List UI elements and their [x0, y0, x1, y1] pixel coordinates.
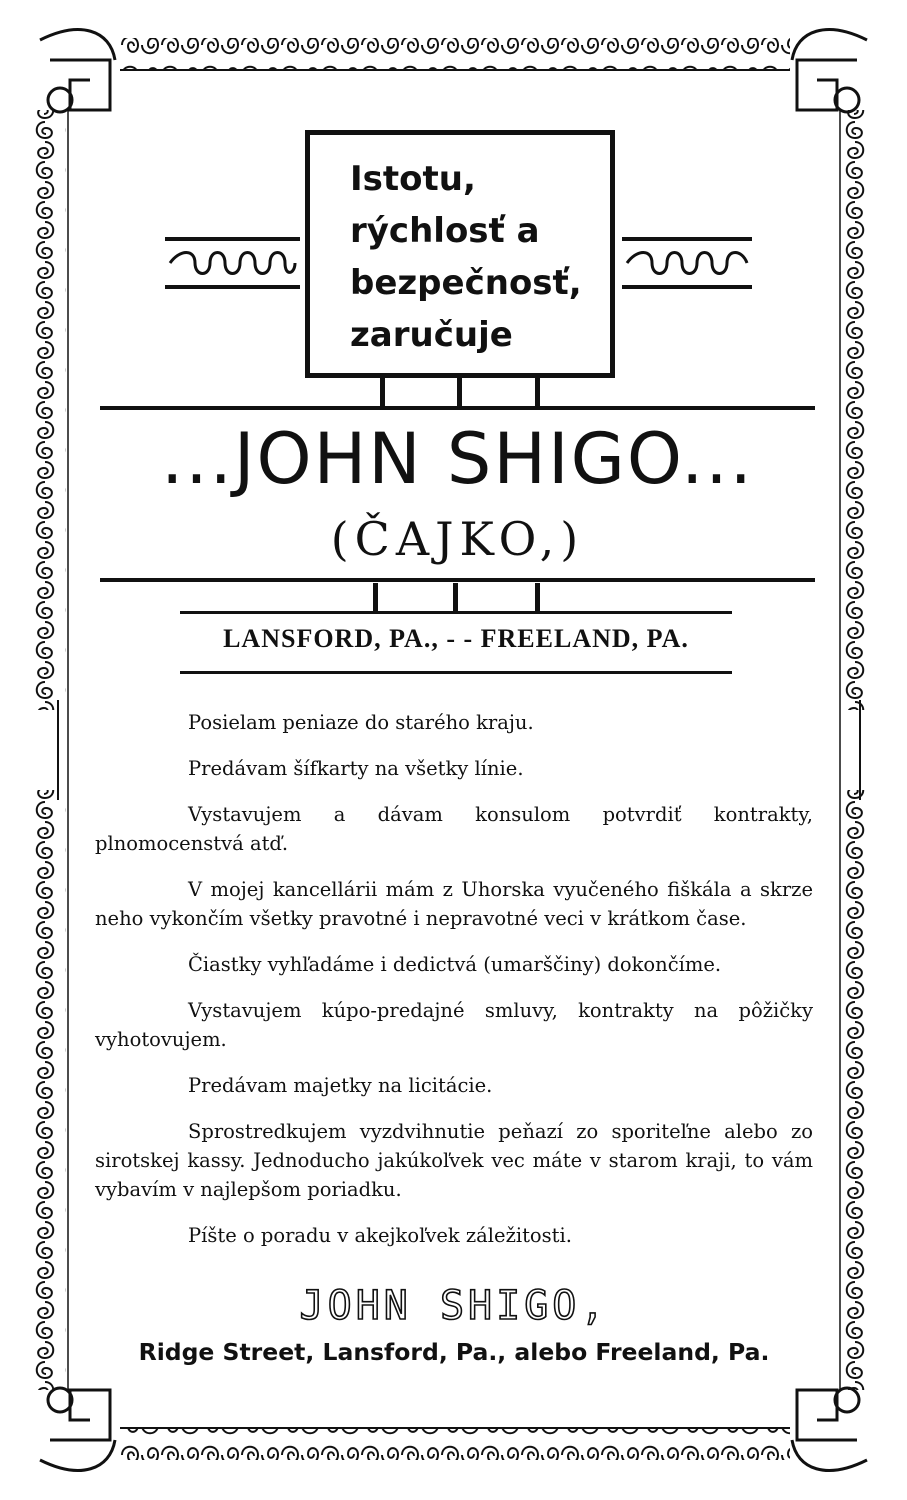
- service-paragraph: Čiastky vyhľadáme i dedictvá (umarščiny) dokončíme.: [188, 953, 722, 976]
- post: [535, 583, 540, 613]
- services-list: [95, 708, 813, 1267]
- signature-text: JOHN SHIGO,: [299, 1283, 609, 1329]
- heading-box: [305, 130, 615, 378]
- service-paragraph: Predávam šífkarty na všetky línie.: [188, 757, 524, 780]
- service-paragraph: Sprostredkujem vyzdvihnutie peňazí zo sporiteľne alebo zo sirotskej kassy. Jednoducho jakúkoľvek vec máte v starom kraji, to vám vybavím v najlepšom poriadku.: [95, 1120, 813, 1201]
- heading-line: bezpečnosť,: [350, 263, 582, 303]
- service-paragraph: Posielam peniaze do starého kraju.: [188, 711, 534, 734]
- business-name: ...JOHN SHIGO...: [161, 418, 754, 500]
- heading-line: rýchlosť a: [350, 211, 540, 251]
- left-ornament-icon: [165, 244, 300, 282]
- divider: [165, 285, 300, 289]
- service-paragraph: Píšte o poradu v akejkoľvek záležitosti.: [188, 1224, 572, 1247]
- signature: [95, 1283, 813, 1329]
- divider: [180, 671, 732, 674]
- service-paragraph: Predávam majetky na licitácie.: [188, 1074, 493, 1097]
- post: [380, 378, 385, 408]
- service-paragraph: Vystavujem kúpo-predajné smluvy, kontrakty na pôžičky vyhotovujem.: [95, 999, 813, 1051]
- divider: [622, 285, 752, 289]
- post: [373, 583, 378, 613]
- service-paragraph: V mojej kancellárii mám z Uhorska vyučeného fiškála a skrze neho vykončím všetky pravotné i nepravotné veci v krátkom čase.: [95, 878, 813, 930]
- heading-line: zaručuje: [350, 315, 513, 355]
- divider: [180, 611, 732, 614]
- post: [535, 378, 540, 408]
- post: [457, 378, 462, 408]
- heading-line: Istotu,: [350, 159, 476, 199]
- business-alias: (ČAJKO,): [330, 512, 585, 566]
- divider: [100, 406, 815, 410]
- locations: LANSFORD, PA., - - FREELAND, PA.: [223, 624, 689, 653]
- right-ornament-icon: [622, 244, 752, 282]
- heading-text: [350, 153, 582, 361]
- service-paragraph: Vystavujem a dávam konsulom potvrdiť kontrakty, plnomocenstvá atď.: [95, 803, 813, 855]
- post: [453, 583, 458, 613]
- divider: [165, 237, 300, 241]
- divider: [622, 237, 752, 241]
- divider: [100, 578, 815, 582]
- address: Ridge Street, Lansford, Pa., alebo Freeland, Pa.: [138, 1338, 770, 1366]
